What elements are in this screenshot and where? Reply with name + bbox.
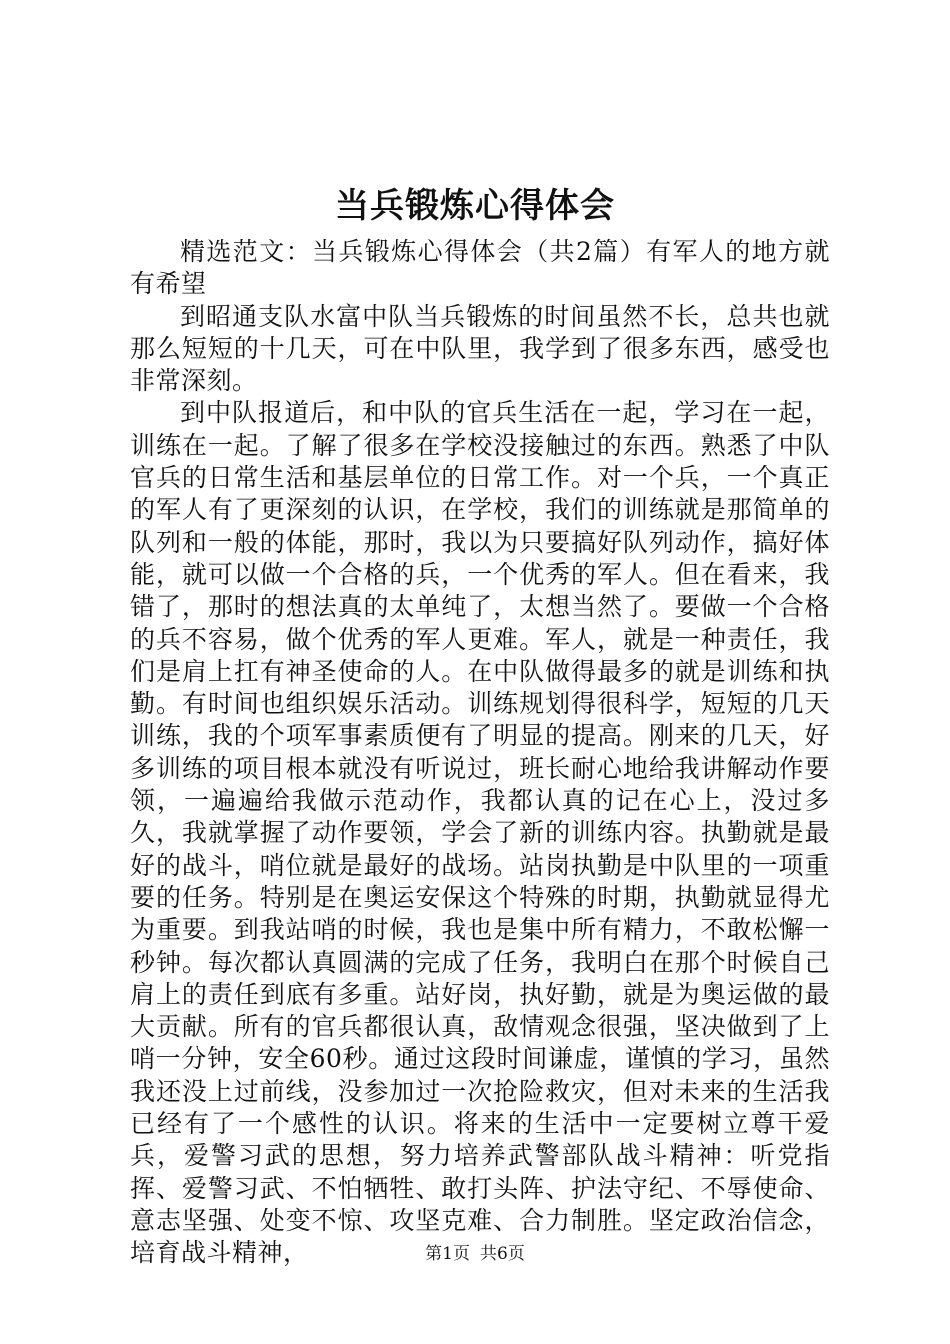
- page-number-total: 共6页: [480, 1244, 525, 1264]
- document-title: 当兵锻炼心得体会: [335, 186, 615, 226]
- page-number-current: 第1页: [425, 1244, 470, 1264]
- page-footer: [0, 1243, 950, 1265]
- document-body: [130, 236, 830, 1270]
- paragraph-1: 到昭通支队水富中队当兵锻炼的时间虽然不长，总共也就那么短短的十几天，可在中队里，我学到了很多东西，感受也非常深刻。: [130, 301, 830, 396]
- paragraph-intro: 精选范文：当兵锻炼心得体会（共2篇）有军人的地方就有希望: [130, 237, 830, 299]
- paragraph-2: 到中队报道后，和中队的官兵生活在一起，学习在一起，训练在一起。了解了很多在学校没接触过的东西。熟悉了中队官兵的日常生活和基层单位的日常工作。对一个兵，一个真正的军人有了更深刻的认识，在学校，我们的训练就是那简单的队列和一般的体能，那时，我以为只要搞好队列动作，搞好体能，就可以做一个合格的兵，一个优秀的军人。但在看来，我错了，那时的想法真的太单纯了，太想当然了。要做一个合格的兵不容易，做个优秀的军人更难。军人，就是一种责任，我们是肩上扛有神圣使命的人。在中队做得最多的就是训练和执勤。有时间也组织娱乐活动。训练规划得很科学，短短的几天训练，我的个项军事素质便有了明显的提高。刚来的几天，好多训练的项目根本就没有听说过，班长耐心地给我讲解动作要领，一遍遍给我做示范动作，我都认真的记在心上，没过多久，我就掌握了动作要领，学会了新的训练内容。执勤就是最好的战斗，哨位就是最好的战场。站岗执勤是中队里的一项重要的任务。特别是在奥运安保这个特殊的时期，执勤就显得尤为重要。到我站哨的时候，我也是集中所有精力，不敢松懈一秒钟。每次都认真圆满的完成了任务，我明白在那个时候自己肩上的责任到底有多重。站好岗，执好勤，就是为奥运做的最大贡献。所有的官兵都很认真，敌情观念很强，坚决做到了上哨一分钟，安全60秒。通过这段时间谦虚，谨慎的学习，虽然我还没上过前线，没参加过一次抢险救灾，但对未来的生活我已经有了一个感性的认识。将来的生活中一定要树立尊干爱兵，爱警习武的思想，努力培养武警部队战斗精神：听党指挥、爱警习武、不怕牺牲、敢打头阵、护法守纪、不辱使命、意志坚强、处变不惊、攻坚克难、合力制胜。坚定政治信念，培育战斗精神，: [130, 398, 830, 1268]
